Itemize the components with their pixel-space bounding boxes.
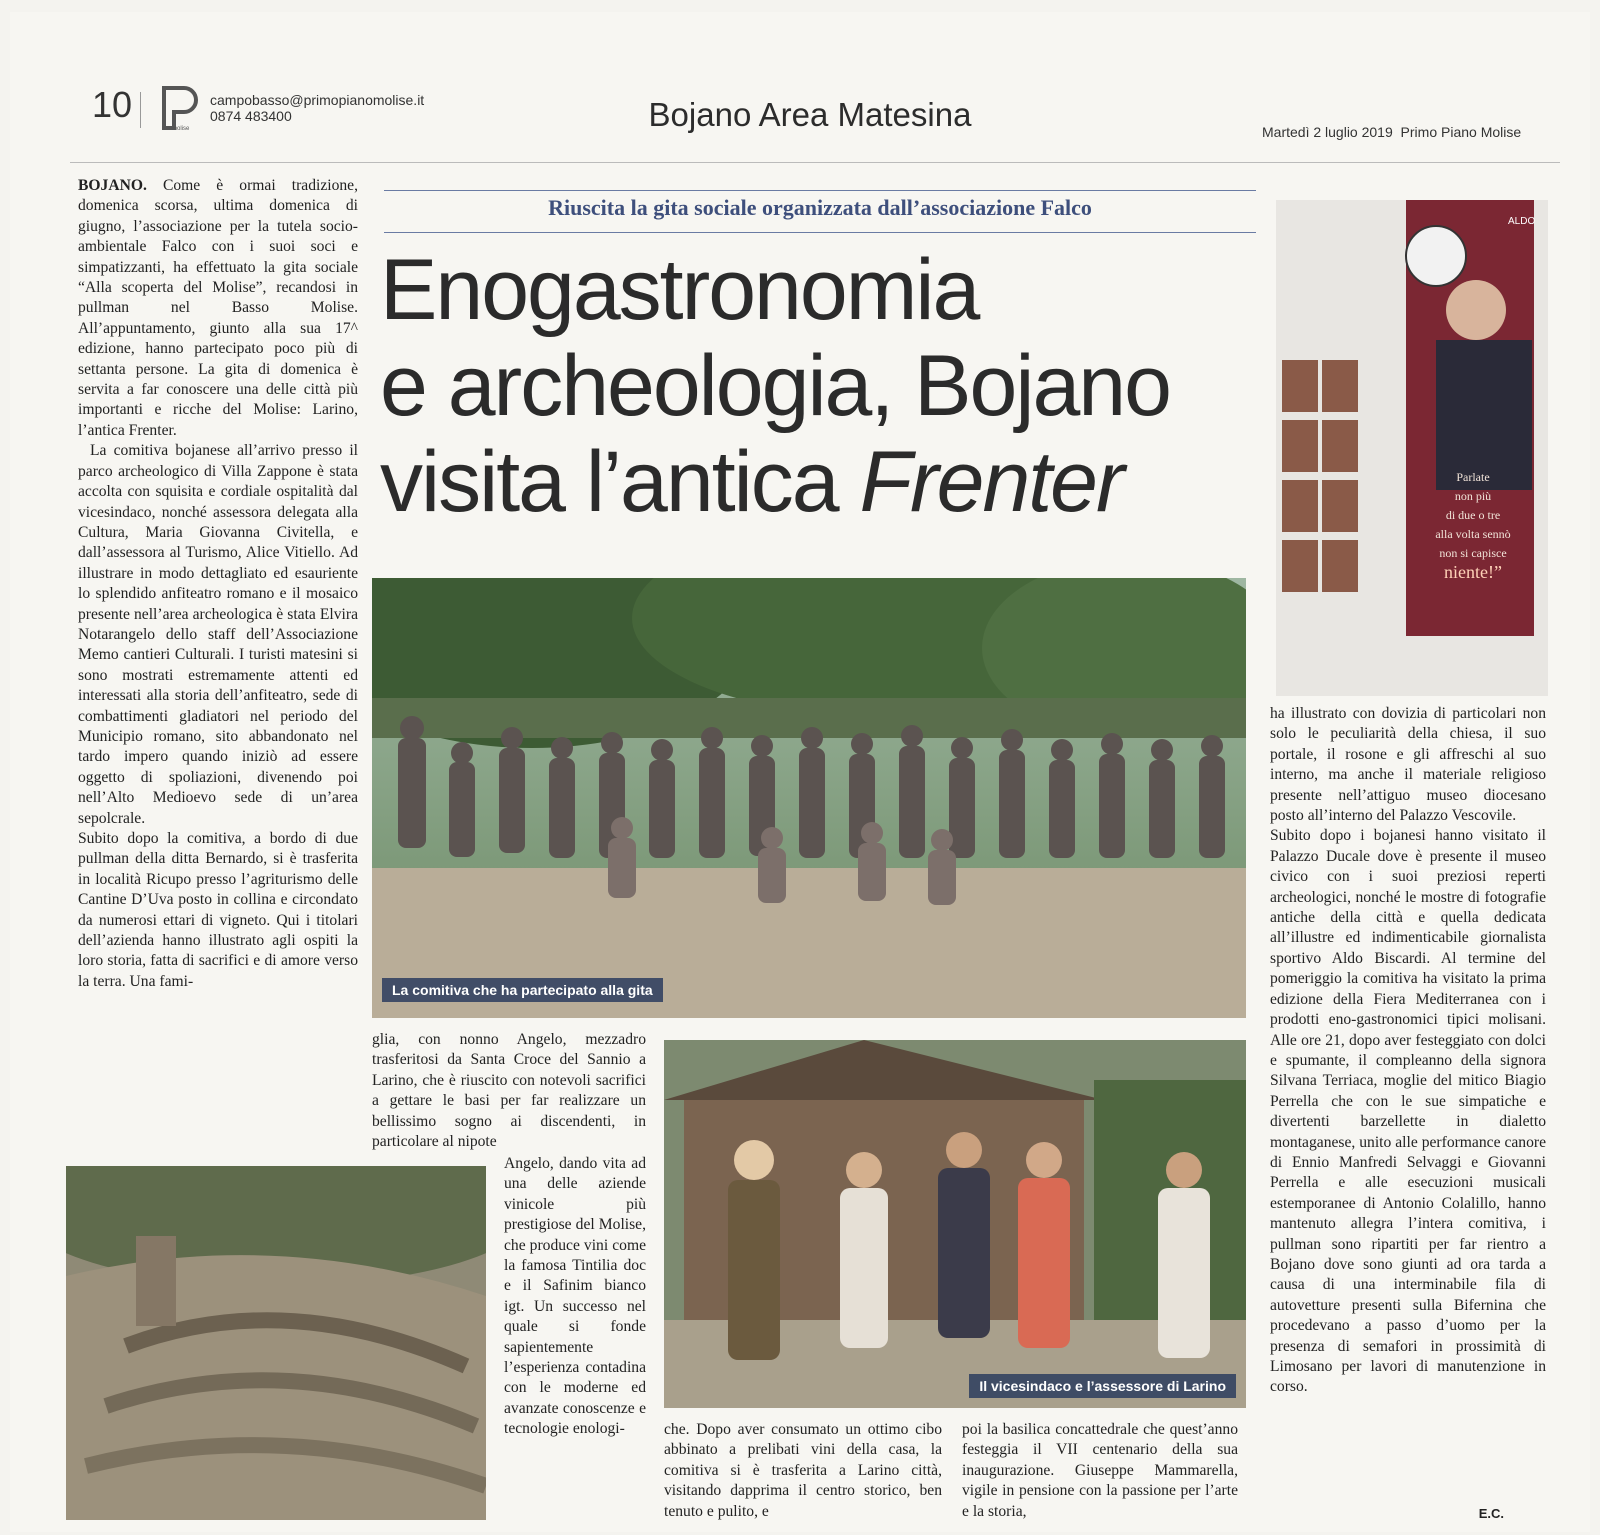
col4-paragraph-1: poi la basilica concattedrale che quest’anno festeggia il VII centenario della sua inaugurazione. Giuseppe Mammarella, vigile in pensione con la passione per l’arte e la storia, — [962, 1421, 1238, 1520]
article-column-3 — [664, 1420, 942, 1522]
headline-line-1: Enogastronomia — [380, 242, 979, 338]
logo-text: molise — [172, 126, 190, 132]
header-contact — [210, 92, 424, 124]
article-column-1 — [78, 176, 358, 992]
poster-quote-line-1: Parlate — [1456, 470, 1490, 484]
poster-quote-line-2: non più — [1454, 489, 1492, 503]
headline-frenter: Frenter — [859, 434, 1123, 530]
col1-paragraph-2: La comitiva bojanese all’arrivo presso il parco archeologico di Villa Zappone è stata accolta con squisita e cordiale ospitalità dal vicesindaco, nonché assessora delegata alla Cultura, Maria Giovanna Civitella, e dall’assessora al Turismo, Alice Vitiello. Ad illustrare in modo dettagliato ed esauriente lo splendido anfiteatro romano e il mosaico presente nell’area archeologica è stata Elvira Notarangelo dello staff dell’Associazione Memo cantieri Culturali. I turisti matesini si sono mostrati estremamente attenti ed interessati alla storia dell’anfiteatro, sede di combattimenti gladiatori nel periodo del Municipio romano, sito abbandonato nel tardo impero quando iniziò ad essere oggetto di spoliazioni, divenendo poi nell’Alto Medioevo sede di un’area sepolcrale. — [78, 442, 358, 827]
poster-quote — [1414, 468, 1532, 582]
newspaper-name: Primo Piano Molise — [1400, 124, 1522, 140]
col2-paragraph-1: glia, con nonno Angelo, mezzadro trasferitosi da Santa Croce del Sannio a Larino, che è riuscito con notevoli sacrifici a gettare le basi per far realizzare un bellissimo sogno ai discendenti, in particolare al nipote — [372, 1031, 646, 1151]
poster-quote-line-3: di due o tre — [1445, 508, 1501, 522]
article-column-5 — [1270, 704, 1546, 1398]
dateline: BOJANO. — [78, 177, 147, 194]
kicker-rule-bottom — [384, 232, 1256, 233]
group-photo-caption: La comitiva che ha partecipato alla gita — [382, 978, 663, 1002]
header-rule — [70, 162, 1560, 163]
author-signature: E.C. — [1478, 1506, 1504, 1521]
article-column-2-narrow — [504, 1154, 646, 1440]
group-photo — [372, 578, 1246, 1018]
officials-photo — [664, 1040, 1246, 1408]
col5-paragraph-2: Subito dopo i bojanesi hanno visitato il Palazzo Ducale dove è presente il museo civico con i suoi preziosi reperti archeologici, nonché le mostre di fotografie antiche della città e quella dedicata all’illustre ed indimenticabile giornalista sportivo Aldo Biscardi. Al termine del pomeriggio la comitiva ha visitato la prima edizione della Fiera Mediterranea con i prodotti eno-gastronomici tipici molisani. Alle ore 21, dopo aver festeggiato con dolci e spumante, il compleanno della signora Silvana Terriaca, moglie del mitico Biagio Perrella che con le sue simpatiche e divertenti barzellette in dialetto montaganese, unito alle performance canore di Ennio Manfredi Selvaggi e Giovanni Perrella e alle esecuzioni musicali estemporanee di Antonio Colalillo, hanno mantenuto allegra l’intera comitiva, i pullman sono ripartiti per far rientro a Bojano dove sono giunti ad ora tarda a causa di una interminabile fila di autovetture presenti sulla Bifernina che procedevano a passo d’uomo per la presenza di semafori in prossimità di Limosano per lavori di manutenzione in corso. — [1270, 827, 1546, 1396]
kicker-rule-top — [384, 190, 1256, 191]
article-headline — [380, 242, 1260, 530]
article-column-4 — [962, 1420, 1238, 1522]
col5-paragraph-1: ha illustrato con dovizia di particolari non solo le peculiarità della chiesa, il suo portale, il rosone e gli affreschi al suo interno, ma anche il materiale religioso presente nell’attiguo museo diocesano posto all’interno del Palazzo Vescovile. — [1270, 705, 1546, 825]
header-divider — [140, 92, 141, 128]
article-column-2-top — [372, 1030, 646, 1152]
issue-date: Martedì 2 luglio 2019 — [1262, 124, 1393, 140]
primo-piano-logo — [160, 84, 200, 132]
header-email: campobasso@primopianomolise.it — [210, 92, 425, 108]
article-kicker: Riuscita la gita sociale organizzata dall’associazione Falco — [548, 195, 1092, 220]
officials-photo-caption: Il vicesindaco e l’assessore di Larino — [969, 1374, 1236, 1398]
col1-paragraph-1: Come è ormai tradizione, domenica scorsa, ultima domenica di giugno, l’associazione per la tutela socio-ambientale Falco con i suoi soci e simpatizzanti, ha effettuato la gita sociale “Alla scoperta del Molise”, recandosi in pullman nel Basso Molise. All’appuntamento, giunto alla sua 17^ edizione, hanno partecipato poco più di settanta persone. La gita di domenica è servita a far conoscere una delle città più importanti e ricche del Molise: Larino, l’antica Frenter. — [78, 177, 358, 439]
headline-line-2: e archeologia, Bojano — [380, 338, 1170, 434]
amphitheatre-photo — [66, 1166, 486, 1520]
poster-quote-line-5: non si capisce — [1439, 546, 1507, 560]
poster-quote-line-6: niente!” — [1444, 562, 1502, 582]
page-number: 10 — [92, 84, 133, 125]
col3-paragraph-1: che. Dopo aver consumato un ottimo cibo abbinato a prelibati vini della casa, la comitiva si è trasferita a Larino città, visitando dapprima il centro storico, ben tenuto e pulito, e — [664, 1421, 942, 1520]
poster-quote-line-4: alla volta sennò — [1435, 527, 1511, 541]
header-date — [1262, 124, 1521, 140]
poster-logo: ALDO — [1508, 216, 1536, 227]
biscardi-poster-photo — [1276, 200, 1548, 696]
section-title: Bojano Area Matesina — [648, 96, 972, 133]
col1-paragraph-3: Subito dopo la comitiva, a bordo di due pullman della ditta Bernardo, si è trasferita in località Ricupo presso l’agriturismo delle Cantine D’Uva posto in collina e circondato da numerosi ettari di vigneto. Qui i titolari dell’azienda hanno illustrato agli ospiti la loro storia, fatta di sacrifici e di amore verso la terra. Una fami- — [78, 830, 358, 990]
col2-paragraph-2: Angelo, dando vita ad una delle aziende vinicole più prestigiose del Molise, che produce vini come la famosa Tintilia doc e il Safinim bianco igt. Un successo nel quale si fonde sapientemente l’esperienza contadina con le moderne ed avanzate conoscenze e tecnologie enologi- — [504, 1155, 646, 1438]
header-phone: 0874 483400 — [210, 108, 292, 124]
headline-line-3 — [380, 434, 1260, 530]
headline-line-3a: visita l’antica — [380, 434, 860, 530]
